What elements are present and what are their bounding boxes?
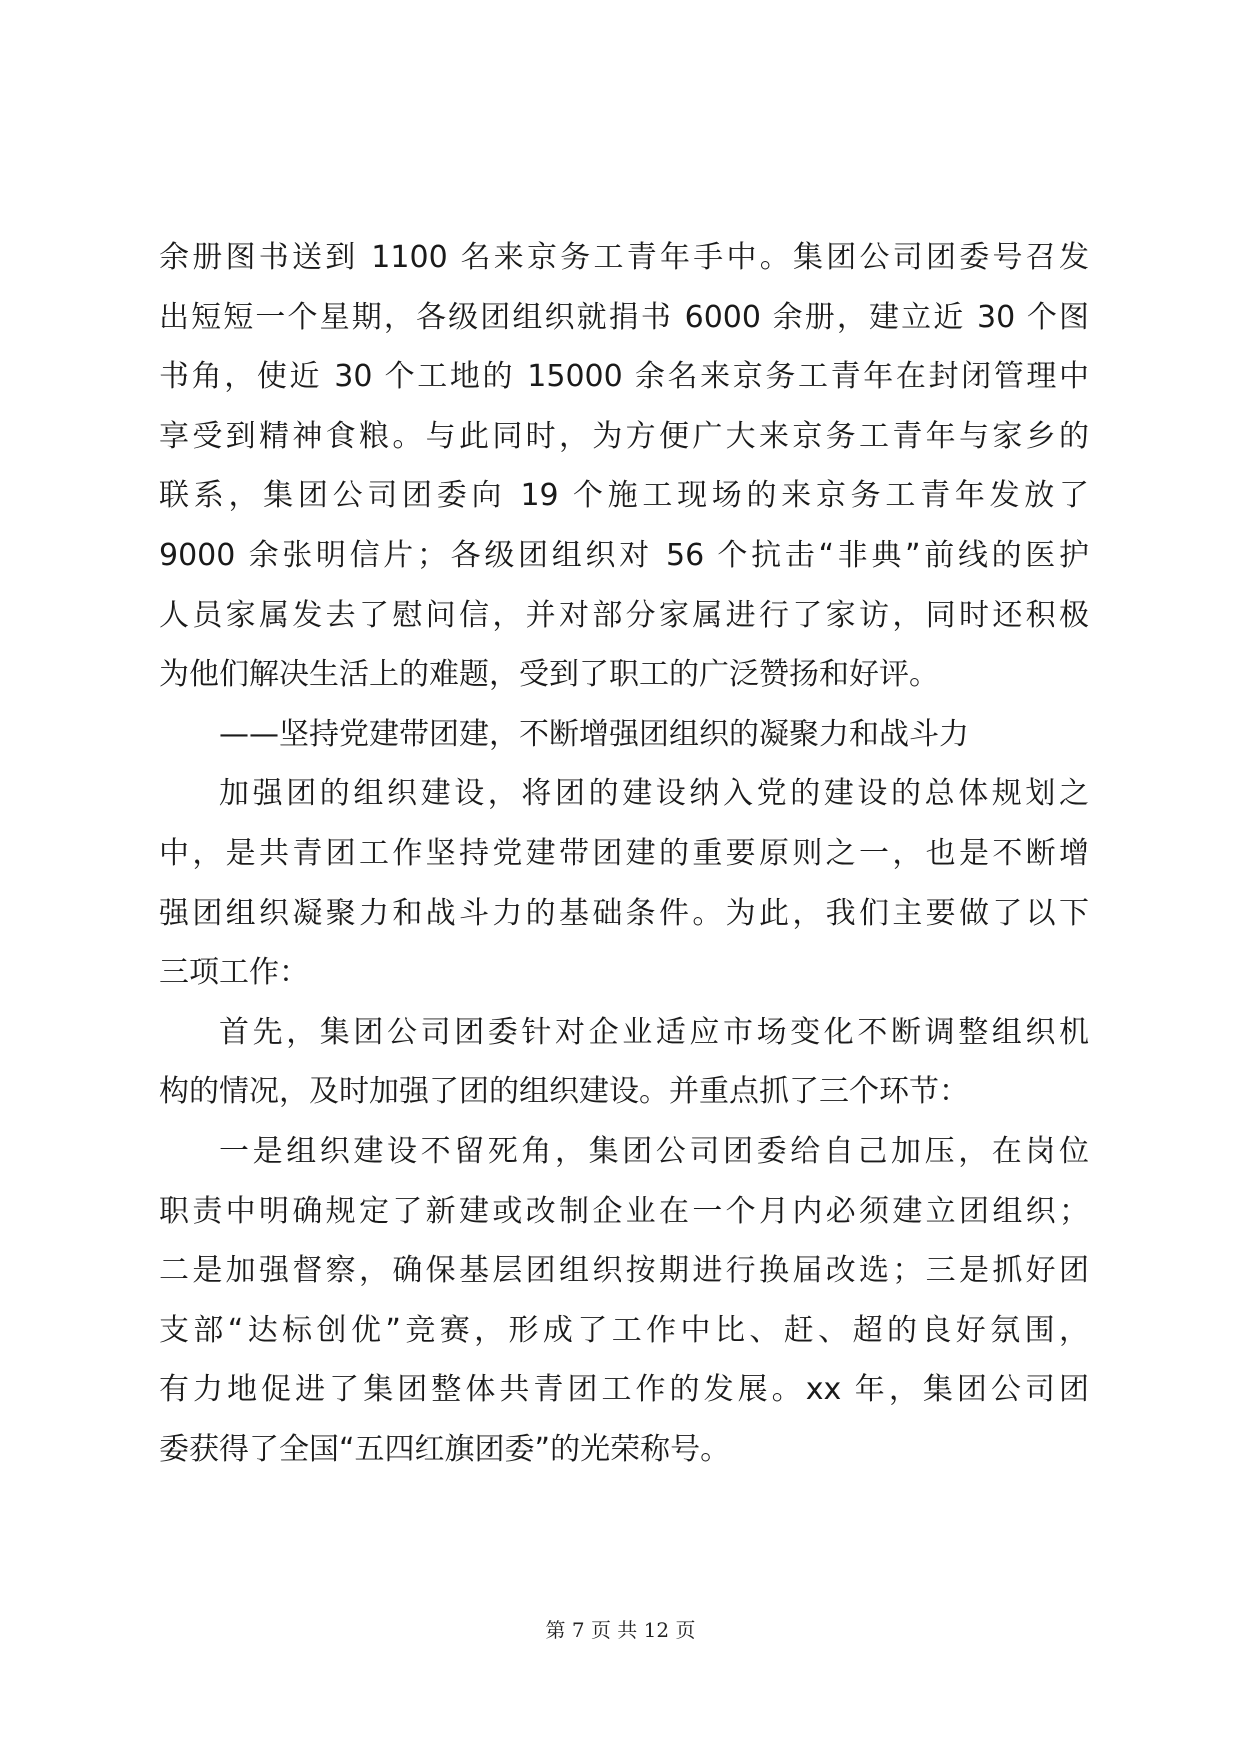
paragraph-first-line: 首先，集团公司团委针对企业适应市场变化不断调整组织机 (219, 1014, 1089, 1050)
text-line: 支部“达标创优”竞赛，形成了工作中比、赶、超的良好氛围， (159, 1312, 1089, 1348)
text-line: 职责中明确规定了新建或改制企业在一个月内必须建立团组织； (159, 1193, 1089, 1229)
section-heading: ——坚持党建带团建，不断增强团组织的凝聚力和战斗力 (219, 716, 969, 752)
paragraph-first-line: 一是组织建设不留死角，集团公司团委给自己加压，在岗位 (219, 1133, 1089, 1169)
text-line: 余册图书送到 1100 名来京务工青年手中。集团公司团委号召发 (159, 240, 1089, 275)
page-number-footer: 第 7 页 共 12 页 (545, 1618, 696, 1642)
text-line: 人员家属发去了慰问信，并对部分家属进行了家访，同时还积极 (159, 597, 1089, 633)
text-line: 二是加强督察，确保基层团组织按期进行换届改选；三是抓好团 (159, 1253, 1089, 1289)
text-line: 出短短一个星期，各级团组织就捐书 6000 余册，建立近 30 个图 (159, 299, 1089, 335)
text-line: 享受到精神食粮。与此同时，为方便广大来京务工青年与家乡的 (159, 418, 1089, 454)
text-line: 为他们解决生活上的难题，受到了职工的广泛赞扬和好评。 (159, 657, 939, 693)
text-line: 联系，集团公司团委向 19 个施工现场的来京务工青年发放了 (159, 478, 1089, 514)
text-line: 有力地促进了集团整体共青团工作的发展。xx 年，集团公司团 (159, 1372, 1089, 1408)
text-line: 委获得了全国“五四红旗团委”的光荣称号。 (159, 1431, 731, 1467)
text-line: 9000 余张明信片；各级团组织对 56 个抗击“非典”前线的医护 (159, 537, 1089, 573)
text-line: 构的情况，及时加强了团的组织建设。并重点抓了三个环节： (159, 1074, 969, 1110)
text-line: 中，是共青团工作坚持党建带团建的重要原则之一，也是不断增 (159, 835, 1089, 871)
text-line: 书角，使近 30 个工地的 15000 余名来京务工青年在封闭管理中 (159, 359, 1089, 395)
paragraph-first-line: 加强团的组织建设，将团的建设纳入党的建设的总体规划之 (219, 776, 1089, 812)
document-body (159, 228, 1089, 1479)
text-line: 强团组织凝聚力和战斗力的基础条件。为此，我们主要做了以下 (159, 895, 1089, 931)
text-line: 三项工作： (159, 955, 309, 991)
